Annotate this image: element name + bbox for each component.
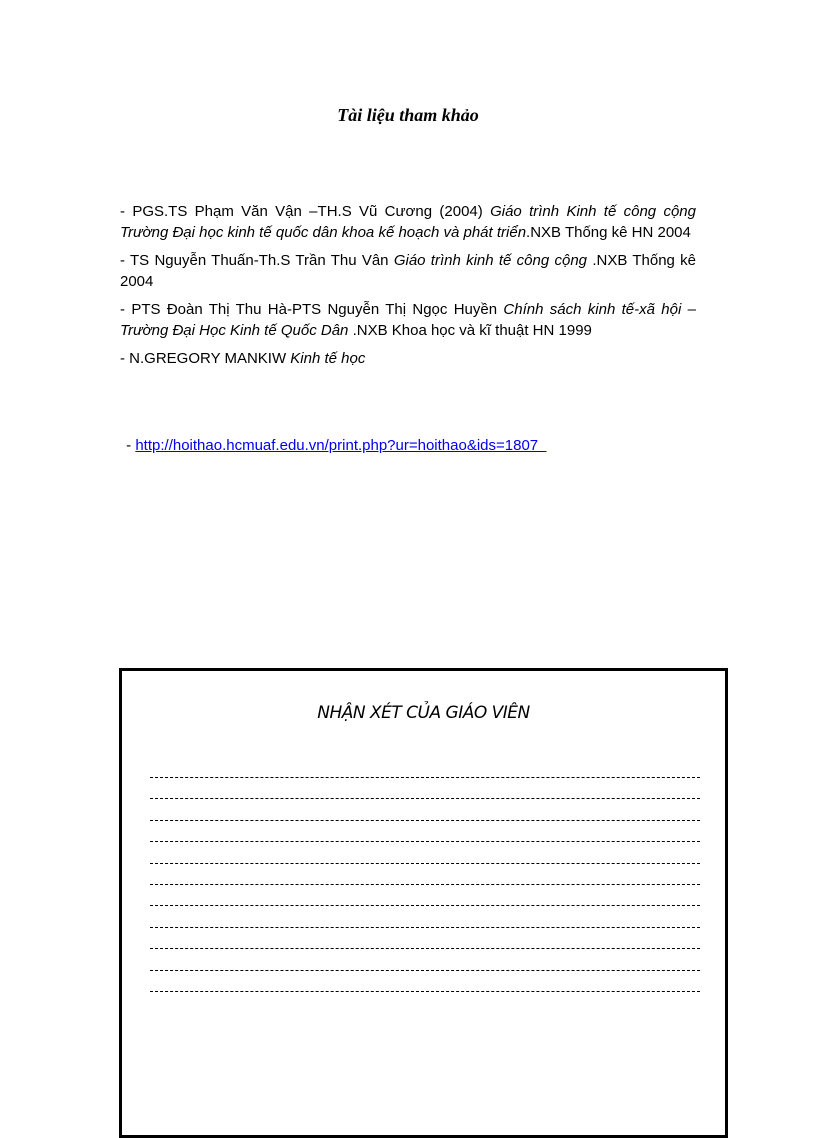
comment-dash-line <box>150 905 700 926</box>
reference-item <box>120 299 696 341</box>
page-title: Tài liệu tham khảo <box>337 105 479 125</box>
comment-dash-line <box>150 991 700 1012</box>
comment-dash-line <box>150 798 700 819</box>
comment-lines <box>150 777 700 1012</box>
comment-dash-line <box>150 820 700 841</box>
reference-list <box>120 201 696 376</box>
comment-dash-line <box>150 863 700 884</box>
reference-item <box>120 348 696 369</box>
comment-dash-line <box>150 970 700 991</box>
reference-authors: - N.GREGORY MANKIW <box>120 350 291 367</box>
reference-title: Giáo trình kinh tế công cộng <box>393 252 588 269</box>
teacher-comment-box <box>119 668 728 1138</box>
reference-title: Giáo trình Kinh tế công cộng Trường Đại học kinh tế quốc dân khoa kế hoạch và phát triển <box>120 203 696 241</box>
comment-dash-line <box>150 884 700 905</box>
reference-link-item <box>122 435 546 456</box>
reference-item <box>120 250 696 292</box>
reference-link[interactable]: http://hoithao.hcmuaf.edu.vn/print.php?ur=hoithao&ids=1807 <box>135 437 547 454</box>
comment-dash-line <box>150 777 700 798</box>
comment-dash-line <box>150 841 700 862</box>
reference-title: Chính sách kinh tế-xã hội –Trường Đại Học Kinh tế Quốc Dân <box>120 301 696 339</box>
teacher-comment-heading: NHẬN XÉT CỦA GIÁO VIÊN <box>317 703 530 723</box>
reference-publisher: .NXB Khoa học và kĩ thuật HN 1999 <box>348 322 592 339</box>
comment-dash-line <box>150 948 700 969</box>
reference-authors: - PGS.TS Phạm Văn Vận –TH.S Vũ Cương (2004) <box>120 203 491 220</box>
reference-authors: - PTS Đoàn Thị Thu Hà-PTS Nguyễn Thị Ngọc Huyền <box>120 301 504 318</box>
reference-title: Kinh tế học <box>290 350 366 367</box>
reference-link-prefix: - <box>122 437 136 454</box>
reference-item <box>120 201 696 243</box>
comment-dash-line <box>150 927 700 948</box>
reference-authors: - TS Nguyễn Thuấn-Th.S Trần Thu Vân <box>120 252 394 269</box>
reference-publisher: .NXB Thống kê HN 2004 <box>526 224 691 241</box>
reference-publisher: .NXB Thống kê 2004 <box>120 252 696 290</box>
